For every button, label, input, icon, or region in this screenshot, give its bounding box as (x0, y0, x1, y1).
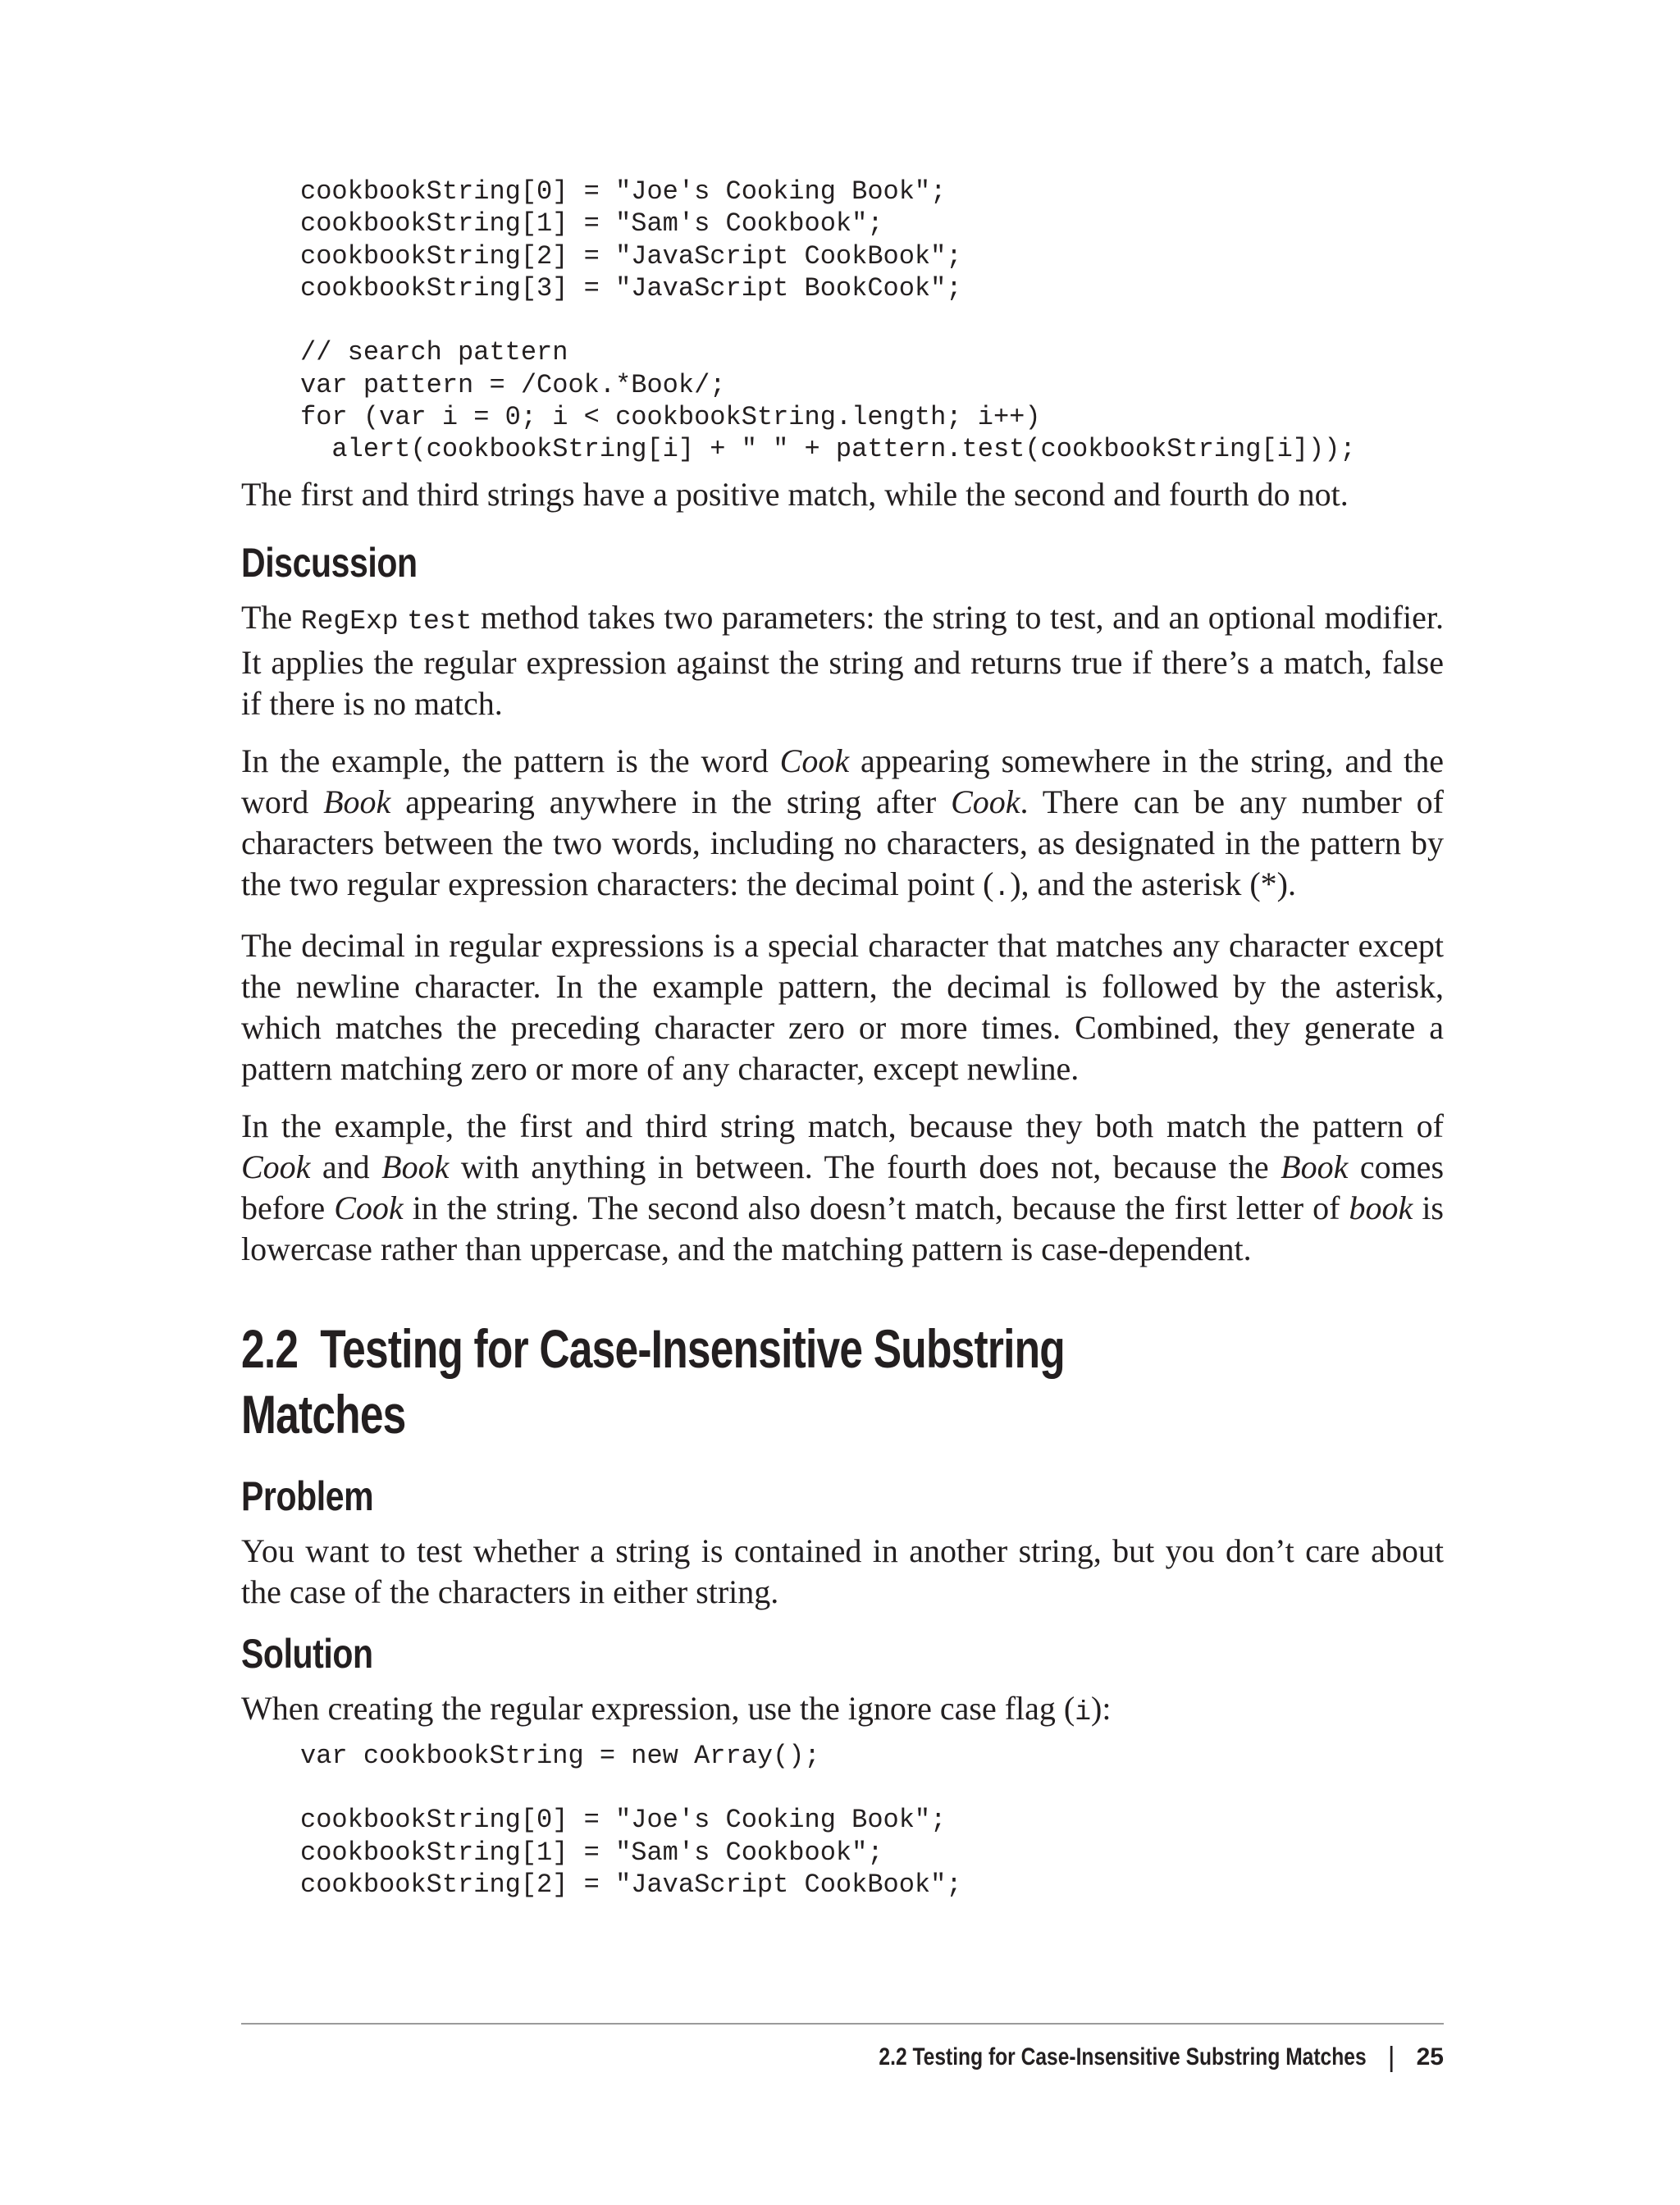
problem-heading: Problem (241, 1472, 374, 1519)
discussion-paragraph-1: The RegExp test method takes two parameters: the string to test, and an optional modifier. It applies the regular expression against the string and returns true if there’s a match, false if there is no match. (241, 598, 1453, 722)
code-block-top: cookbookString[0] = "Joe's Cooking Book"; cookbookString[1] = "Sam's Cookbook"; cookbookString[2] = "JavaScript CookBook"; cookbookString[3] = "JavaScript BookCook"; // search pattern var pattern = /Cook.*Book/; for (var i = 0; i < cookbookString.length; i++) alert(cookbookString[i] + " " + pattern.test(cookbookString[i])); (300, 176, 1356, 465)
inline-code-flag: i (1075, 1696, 1092, 1728)
discussion-paragraph-4: In the example, the first and third string match, because they both match the pattern of Cook and Book with anything in between. The fourth does not, because the Book comes before Cook in the string. The second also doesn’t match, because the first letter of book is lowercase rather than uppercase, and the matching pattern is case-dependent. (241, 1107, 1453, 1267)
solution-paragraph: When creating the regular expression, use the ignore case flag (i): (241, 1689, 1112, 1728)
page-footer (241, 2023, 1444, 2074)
discussion-paragraph-2: In the example, the pattern is the word Cook appearing somewhere in the string, and the word Book appearing anywhere in the string after Cook. There can be any number of characters between the two words, including no characters, as designated in the pattern by the two regular expression characters: the decimal point (.), and the asterisk (*). (241, 742, 1453, 903)
solution-heading: Solution (241, 1630, 373, 1677)
discussion-paragraph-3: The decimal in regular expressions is a special character that matches any character except the newline character. In the example pattern, the decimal is followed by the asterisk, which matches the preceding character zero or more times. Combined, they generate a pattern matching zero or more of any character, except newline. (241, 926, 1444, 1087)
result-paragraph: The first and third strings have a positive match, while the second and fourth do not. (241, 475, 1349, 513)
inline-code-decimal: . (993, 872, 1011, 903)
running-footer (241, 2041, 1444, 2074)
inline-code-regexp: RegExp (300, 605, 399, 637)
inline-code-test: test (407, 605, 472, 637)
code-block-bottom: var cookbookString = new Array(); cookbookString[0] = "Joe's Cooking Book"; cookbookString[1] = "Sam's Cookbook"; cookbookString[2] = "JavaScript CookBook"; (300, 1740, 962, 1900)
section-heading: 2.2 Testing for Case-Insensitive Substring Matches (241, 1317, 1076, 1445)
page-number: 25 (1416, 2043, 1444, 2070)
footer-separator: | (1387, 2041, 1395, 2073)
page-content (241, 176, 1453, 1901)
problem-paragraph: You want to test whether a string is contained in another string, but you don’t care about the case of the characters in either string. (241, 1532, 1444, 1610)
footer-section-title: 2.2 Testing for Case-Insensitive Substring Matches (879, 2043, 1367, 2070)
discussion-heading: Discussion (241, 539, 418, 586)
